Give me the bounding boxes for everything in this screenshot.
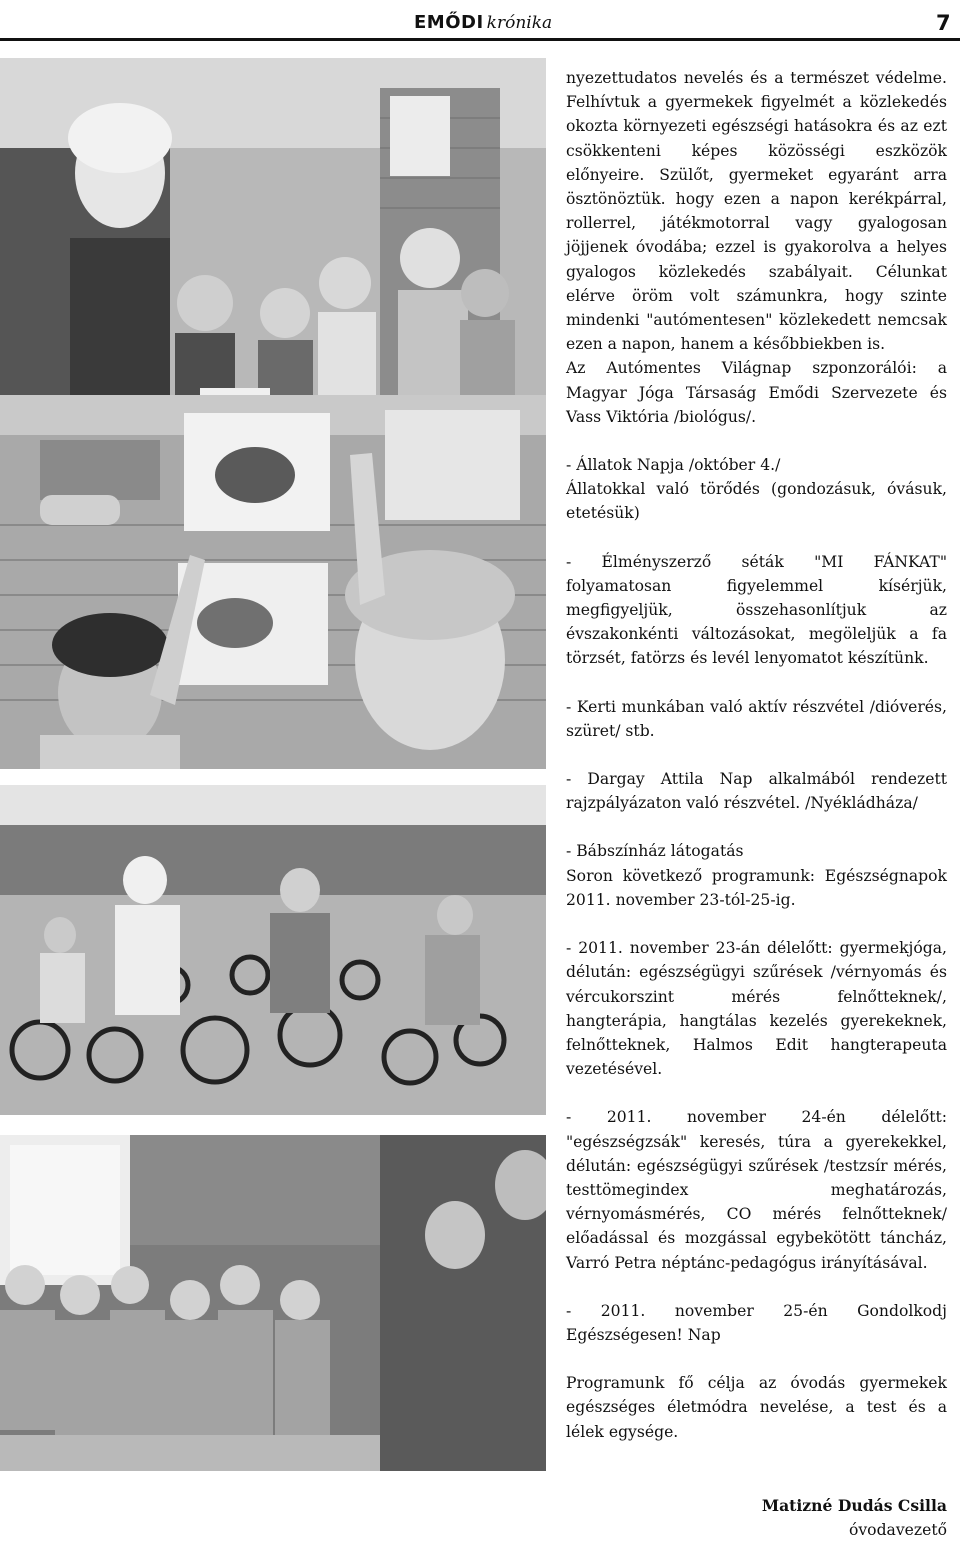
- paragraph-puppet-body: Soron következő programunk: Egészségnapok 2011. november 23-tól-25-ig.: [566, 866, 947, 909]
- header-rule: [0, 38, 960, 41]
- paragraph-walks: - Élményszerző séták "MI FÁNKAT" folyamatosan figyelemmel kísérjük, megfigyeljük, összehasonlítjuk az évszakonkénti változásokat, megöleljük a fa törzsét, fatörzs és levél lenyomatot készítünk.: [566, 552, 947, 668]
- paragraph-intro: nyezettudatos nevelés és a természet védelme. Felhívtuk a gyermekek figyelmét a közlekedés okozta környezeti egészségi hatásokra és az ezt csökkenteni képes közösségi eszközök előnyeire. Szülőt, gyermeket egyaránt arra ösztönöztük. hogy ezen a napon kerékpárral, rollerrel, játékmotorral vagy gyalogosan jöjjenek óvodába; ezzel is gyakorolva a helyes gyalogos közlekedés szabályait. Célunkat elérve öröm volt számunkra, hogy szinte mindenki "autómentesen" közlekedett nemcsak ezen a napon, hanem a későbbiekben is.: [566, 69, 947, 354]
- photo-girls-drawings: [0, 395, 546, 769]
- paragraph-nov24: - 2011. november 24-én délelőtt: "egészségzsák" keresés, túra a gyerekekkel, délután: egészségügyi szűrések /testzsír mérés, testtömegindex meghatározás, vérnyomásmérés, CO mérés felnőtteknek/ előadással és mozgással egybekötött táncház, Varró Petra néptánc-pedagógus irányításával.: [566, 1108, 947, 1272]
- paragraph-goal: Programunk fő célja az óvodás gyermekek egészséges életmódra nevelése, a test és a lélek egysége.: [566, 1374, 947, 1441]
- signature-name: Matizné Dudás Csilla: [761, 1495, 947, 1515]
- page-number: 7: [936, 11, 951, 35]
- signature-role: óvodavezető: [848, 1520, 947, 1539]
- paragraph-animals-title: - Állatok Napja /október 4./: [566, 456, 781, 475]
- paragraph-drawing-contest: - Dargay Attila Nap alkalmából rendezett rajzpályázaton való részvétel. /Nyékládháza/: [566, 770, 947, 813]
- masthead: [414, 12, 552, 33]
- masthead-subtitle: krónika: [486, 13, 553, 33]
- paragraph-sponsors: Az Autómentes Világnap szponzorálói: a Magyar Jóga Társaság Emődi Szervezete és Vass Viktória /biológus/.: [566, 359, 947, 426]
- signature: [566, 1494, 947, 1542]
- paragraph-nov23: - 2011. november 23-án délelőtt: gyermekjóga, délután: egészségügyi szűrések /vérnyomás és vércukorszint mérés felnőtteknek/, hangterápia, hangtálas kezelés gyerekeknek, felnőtteknek, Halmos Edit hangterapeuta vezetésével.: [566, 939, 947, 1079]
- photo-winter-children: [0, 1135, 546, 1471]
- paragraph-garden: - Kerti munkában való aktív részvétel /dióverés, szüret/ stb.: [566, 697, 947, 740]
- paragraph-nov25: - 2011. november 25-én Gondolkodj Egészségesen! Nap: [566, 1301, 947, 1344]
- article-text: [566, 66, 947, 1542]
- paragraph-puppet-title: - Bábszínház látogatás: [566, 842, 744, 861]
- paragraph-animals-body: Állatokkal való törődés (gondozásuk, óvásuk, etetésük): [566, 480, 947, 523]
- page-header: [0, 0, 960, 40]
- masthead-title: EMŐDI: [414, 12, 484, 33]
- photo-children-bicycles: [0, 785, 546, 1115]
